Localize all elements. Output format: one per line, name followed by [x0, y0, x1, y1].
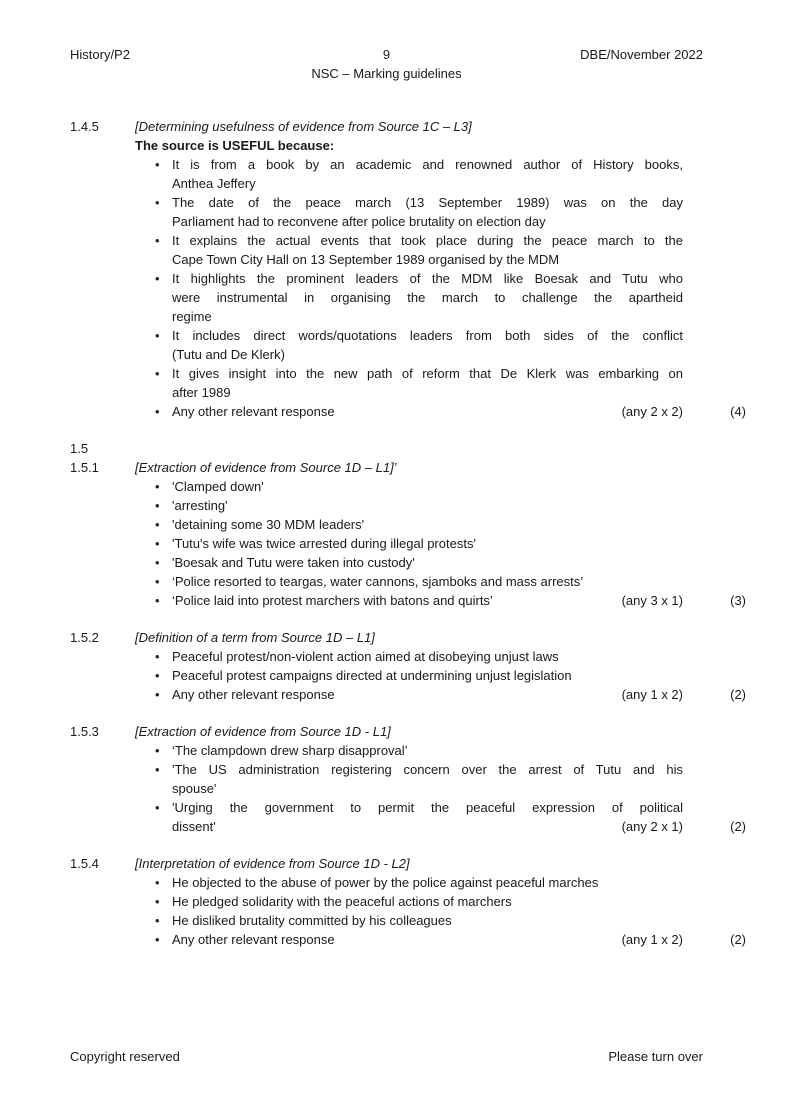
bullet-line: 'Clamped down' [172, 479, 264, 494]
bullet-line: 'Urging the government to permit the peaceful expression of political [172, 800, 683, 815]
section-1.5.4 [70, 854, 746, 949]
bullet-line: Any other relevant response [172, 932, 335, 947]
bullet-text [172, 741, 746, 760]
bullet-text [172, 193, 746, 231]
bullet-dot-icon: • [155, 517, 160, 532]
bullet-text [172, 155, 746, 193]
bullet-text [172, 873, 746, 892]
bullet-text [172, 515, 746, 534]
section-body [135, 439, 746, 458]
bullet-dot-icon: • [155, 913, 160, 928]
bullet-list [135, 741, 746, 836]
bullet-dot-icon: • [155, 157, 160, 172]
section-number: 1.5.4 [70, 856, 99, 871]
bullet-text [172, 534, 746, 553]
mark-allocation [622, 685, 746, 704]
bullet-dot-icon: • [155, 668, 160, 683]
section-number: 1.5.2 [70, 630, 99, 645]
bullet-item [155, 798, 746, 836]
bullet-line: 'Boesak and Tutu were taken into custody' [172, 555, 415, 570]
bullet-line: 'Tutu's wife was twice arrested during illegal protests' [172, 536, 476, 551]
bullet-item [155, 326, 746, 364]
any-label: (any 1 x 2) [621, 932, 683, 947]
bullet-item [155, 364, 746, 402]
section-heading: [Determining usefulness of evidence from Source 1C – L3] [135, 119, 472, 134]
bullet-text [172, 496, 746, 515]
bullet-line: Any other relevant response [172, 404, 335, 419]
bullet-dot-icon: • [155, 404, 160, 419]
bullet-line: It highlights the prominent leaders of the MDM like Boesak and Tutu who [172, 271, 683, 286]
mark-total: (4) [730, 404, 746, 419]
page-footer [70, 1047, 703, 1066]
bullet-line: regime [172, 309, 212, 324]
mark-total: (2) [730, 687, 746, 702]
bullet-item [155, 515, 746, 534]
bullet-line: Parliament had to reconvene after police brutality on election day [172, 214, 546, 229]
bullet-line: ‘Police laid into protest marchers with batons and quirts’ [172, 593, 493, 608]
bullet-text [172, 269, 746, 326]
bullet-text [172, 760, 746, 798]
header-subtitle: NSC – Marking guidelines [311, 66, 462, 81]
mark-allocation [622, 591, 746, 610]
bullet-dot-icon: • [155, 762, 160, 777]
section-bold-line: The source is USEFUL because: [135, 138, 335, 153]
bullet-line: It includes direct words/quotations leaders from both sides of the conflict [172, 328, 683, 343]
bullet-line: spouse' [172, 781, 217, 796]
bullet-dot-icon: • [155, 574, 160, 589]
bullet-text [172, 911, 746, 930]
bullet-dot-icon: • [155, 649, 160, 664]
page-number: 9 [382, 47, 391, 62]
section-1.5.3 [70, 722, 746, 836]
bullet-item [155, 666, 746, 685]
bullet-item [155, 269, 746, 326]
bullet-line: He objected to the abuse of power by the police against peaceful marches [172, 875, 599, 890]
bullet-text [172, 326, 746, 364]
bullet-item [155, 930, 746, 949]
bullet-dot-icon: • [155, 366, 160, 381]
bullet-item [155, 647, 746, 666]
bullet-line: He disliked brutality committed by his colleagues [172, 913, 452, 928]
bullet-list [135, 873, 746, 949]
mark-total: (3) [730, 593, 746, 608]
section-body [135, 628, 746, 704]
bullet-dot-icon: • [155, 800, 160, 815]
bullet-dot-icon: • [155, 195, 160, 210]
bullet-line: Anthea Jeffery [172, 176, 256, 191]
bullet-dot-icon: • [155, 555, 160, 570]
bullet-line: 'The US administration registering concern over the arrest of Tutu and his [172, 762, 683, 777]
bullet-line: Peaceful protest campaigns directed at undermining unjust legislation [172, 668, 572, 683]
bullet-item [155, 553, 746, 572]
bullet-line: ‘The clampdown drew sharp disapproval’ [172, 743, 408, 758]
bullet-line: It explains the actual events that took place during the peace march to the [172, 233, 683, 248]
section-number: 1.4.5 [70, 119, 99, 134]
section-number: 1.5.1 [70, 460, 99, 475]
section-body [135, 117, 746, 421]
mark-allocation [622, 402, 746, 421]
bullet-item [155, 193, 746, 231]
bullet-line: The date of the peace march (13 September 1989) was on the day [172, 195, 683, 210]
section-body [135, 458, 746, 610]
mark-allocation [622, 817, 746, 836]
bullet-line: ‘Police resorted to teargas, water cannons, sjamboks and mass arrests’ [172, 574, 584, 589]
bullet-item [155, 496, 746, 515]
bullet-text [172, 477, 746, 496]
footer-copyright: Copyright reserved [70, 1049, 180, 1064]
bullet-line: He pledged solidarity with the peaceful actions of marchers [172, 894, 512, 909]
bullet-item [155, 873, 746, 892]
bullet-dot-icon: • [155, 932, 160, 947]
bullet-line: It gives insight into the new path of reform that De Klerk was embarking on [172, 366, 683, 381]
bullet-text [172, 666, 746, 685]
bullet-dot-icon: • [155, 536, 160, 551]
bullet-item [155, 591, 746, 610]
bullet-line: were instrumental in organising the march to challenge the apartheid [172, 290, 683, 305]
bullet-dot-icon: • [155, 875, 160, 890]
section-body [135, 722, 746, 836]
bullet-list [135, 155, 746, 421]
bullet-line: 'detaining some 30 MDM leaders' [172, 517, 365, 532]
section-1.5.2 [70, 628, 746, 704]
section-heading: [Extraction of evidence from Source 1D - L1] [135, 724, 391, 739]
any-label: (any 1 x 2) [621, 687, 683, 702]
bullet-item [155, 572, 746, 591]
bullet-dot-icon: • [155, 479, 160, 494]
bullet-item [155, 760, 746, 798]
bullet-dot-icon: • [155, 687, 160, 702]
bullet-dot-icon: • [155, 743, 160, 758]
bullet-item [155, 231, 746, 269]
bullet-item [155, 741, 746, 760]
page-header [0, 45, 786, 83]
section-number: 1.5 [70, 441, 89, 456]
bullet-text [172, 231, 746, 269]
section-heading: [Interpretation of evidence from Source 1D - L2] [135, 856, 410, 871]
bullet-line: Peaceful protest/non-violent action aimed at disobeying unjust laws [172, 649, 559, 664]
bullet-line: dissent' [172, 819, 216, 834]
bullet-text [172, 647, 746, 666]
bullet-text [172, 572, 746, 591]
mark-total: (2) [730, 819, 746, 834]
bullet-dot-icon: • [155, 498, 160, 513]
bullet-item [155, 534, 746, 553]
section-1.4.5 [70, 117, 746, 421]
bullet-dot-icon: • [155, 328, 160, 343]
section-1.5.1 [70, 458, 746, 610]
section-heading: [Definition of a term from Source 1D – L1] [135, 630, 375, 645]
any-label: (any 3 x 1) [621, 593, 683, 608]
header-exam-session: DBE/November 2022 [580, 47, 703, 62]
bullet-item [155, 402, 746, 421]
any-label: (any 2 x 1) [621, 819, 683, 834]
section-number: 1.5.3 [70, 724, 99, 739]
bullet-line: It is from a book by an academic and renowned author of History books, [172, 157, 683, 172]
bullet-line: Any other relevant response [172, 687, 335, 702]
section-heading: [Extraction of evidence from Source 1D – L1]’ [135, 460, 397, 475]
bullet-dot-icon: • [155, 593, 160, 608]
bullet-list [135, 477, 746, 610]
footer-turn-over: Please turn over [608, 1049, 703, 1064]
bullet-item [155, 155, 746, 193]
section-body [135, 854, 746, 949]
mark-allocation [622, 930, 746, 949]
bullet-item [155, 685, 746, 704]
bullet-list [135, 647, 746, 704]
bullet-item [155, 911, 746, 930]
bullet-line: 'arresting' [172, 498, 228, 513]
bullet-text [172, 553, 746, 572]
header-center [268, 45, 505, 83]
bullet-text [172, 364, 746, 402]
content [70, 117, 746, 949]
bullet-dot-icon: • [155, 271, 160, 286]
any-label: (any 2 x 2) [621, 404, 683, 419]
bullet-dot-icon: • [155, 894, 160, 909]
bullet-line: (Tutu and De Klerk) [172, 347, 285, 362]
section-1.5 [70, 439, 746, 458]
header-document-title: History/P2 [70, 47, 130, 62]
mark-total: (2) [730, 932, 746, 947]
bullet-text [172, 892, 746, 911]
bullet-dot-icon: • [155, 233, 160, 248]
bullet-line: Cape Town City Hall on 13 September 1989 organised by the MDM [172, 252, 560, 267]
bullet-item [155, 892, 746, 911]
bullet-line: after 1989 [172, 385, 231, 400]
bullet-item [155, 477, 746, 496]
